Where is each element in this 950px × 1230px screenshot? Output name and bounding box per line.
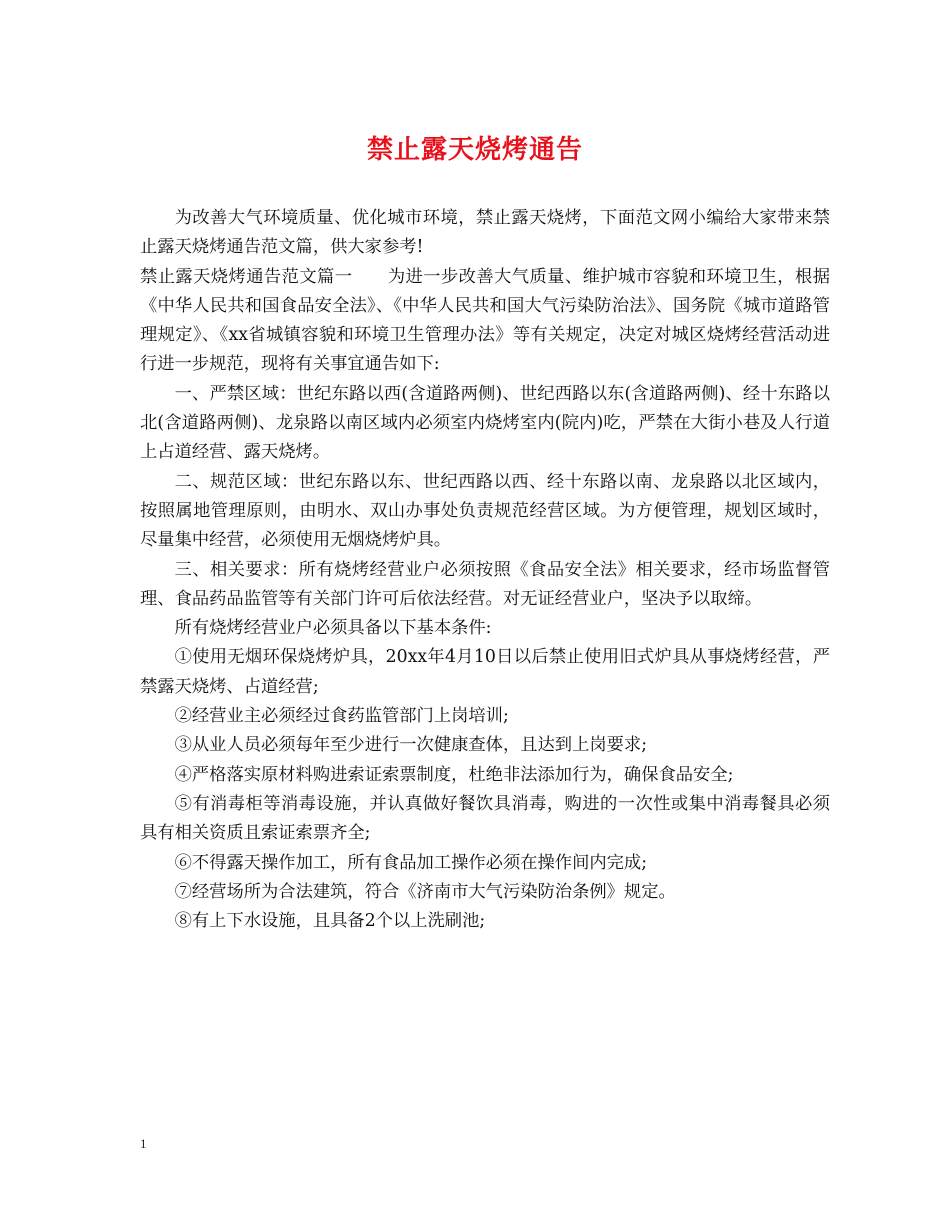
paragraph: 二、规范区域：世纪东路以东、世纪西路以西、经十东路以南、龙泉路以北区域内，按照属地管理原则，由明水、双山办事处负责规范经营区域。为方便管理，规划区域时，尽量集中经营，必须使用无烟烧烤炉具。 — [140, 471, 830, 551]
paragraph: ⑧有上下水设施，且具备2个以上洗刷池; — [174, 911, 486, 932]
page-number: 1 — [140, 1136, 147, 1151]
document-body — [140, 204, 830, 936]
paragraph: 禁止露天烧烤通告范文篇一 为进一步改善大气质量、维护城市容貌和环境卫生，根据《中华人民共和国食品安全法》、《中华人民共和国大气污染防治法》、国务院《城市道路管理规定》、《xx省城镇容貌和环境卫生管理办法》等有关规定，决定对城区烧烤经营活动进行进一步规范，现将有关事宜通告如下: — [140, 266, 830, 375]
paragraph: ④严格落实原材料购进索证索票制度，杜绝非法添加行为，确保食品安全; — [174, 764, 734, 785]
paragraph: ⑦经营场所为合法建筑，符合《济南市大气污染防治条例》规定。 — [174, 881, 676, 902]
paragraph: ③从业人员必须每年至少进行一次健康查体，且达到上岗要求; — [174, 735, 648, 756]
paragraph: ②经营业主必须经过食药监管部门上岗培训; — [174, 706, 509, 727]
paragraph: 三、相关要求：所有烧烤经营业户必须按照《食品安全法》相关要求，经市场监督管理、食品药品监管等有关部门许可后依法经营。对无证经营业户，坚决予以取缔。 — [140, 559, 830, 609]
paragraph: 一、严禁区域：世纪东路以西(含道路两侧)、世纪西路以东(含道路两侧)、经十东路以北(含道路两侧)、龙泉路以南区域内必须室内烧烤室内(院内)吃，严禁在大街小巷及人行道上占道经营、露天烧烤。 — [140, 383, 830, 463]
document-title: 禁止露天烧烤通告 — [366, 135, 583, 165]
paragraph: ①使用无烟环保烧烤炉具，20xx年4月10日以后禁止使用旧式炉具从事烧烤经营，严禁露天烧烤、占道经营; — [140, 647, 830, 697]
paragraph: ⑤有消毒柜等消毒设施，并认真做好餐饮具消毒，购进的一次性或集中消毒餐具必须具有相关资质且索证索票齐全; — [140, 793, 830, 844]
paragraph: 所有烧烤经营业户必须具备以下基本条件: — [174, 618, 492, 639]
paragraph: 为改善大气环境质量、优化城市环境，禁止露天烧烤，下面范文网小编给大家带来禁止露天烧烤通告范文篇，供大家参考! — [140, 208, 830, 258]
paragraph: ⑥不得露天操作加工，所有食品加工操作必须在操作间内完成; — [174, 852, 648, 873]
